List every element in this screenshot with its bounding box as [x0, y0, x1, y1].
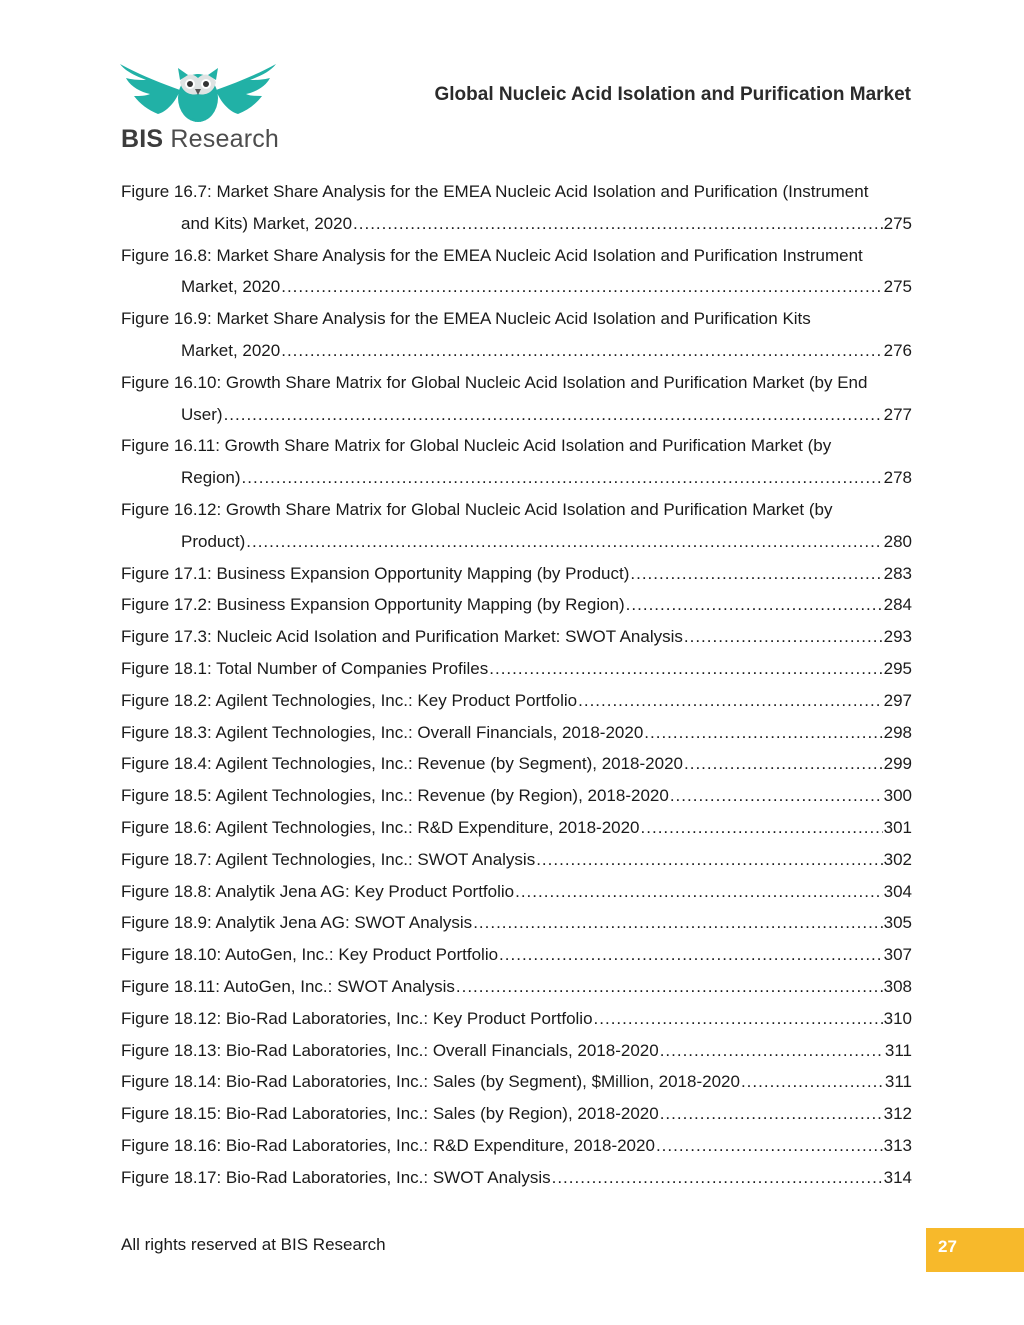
toc-entry-text: Figure 18.14: Bio-Rad Laboratories, Inc.: Sales (by Segment), $Million, 2018-2020 [121, 1072, 740, 1092]
toc-entry-title-line: Figure 16.7: Market Share Analysis for the EMEA Nucleic Acid Isolation and Purification (Instrument [121, 182, 869, 201]
toc-entry-leader-line [121, 462, 912, 494]
toc-page-number: 305 [883, 913, 912, 933]
toc-page-number: 284 [883, 595, 912, 615]
bis-research-logo [118, 60, 278, 156]
dot-leader [456, 971, 883, 1003]
toc-page-number: 283 [883, 563, 912, 583]
footer-rights: All rights reserved at BIS Research [121, 1235, 386, 1254]
toc-entry-leader-line [121, 717, 912, 749]
toc-entry[interactable] [121, 1003, 912, 1035]
toc-page-number: 312 [883, 1104, 912, 1124]
toc-entry-text: Figure 17.2: Business Expansion Opportunity Mapping (by Region) [121, 595, 625, 615]
toc-entry-leader-line [121, 526, 912, 558]
toc-entry[interactable] [121, 812, 912, 844]
toc-entry[interactable] [121, 717, 912, 749]
toc-entry-text: Figure 18.15: Bio-Rad Laboratories, Inc.: Sales (by Region), 2018-2020 [121, 1104, 659, 1124]
toc-entry-leader-line [121, 399, 912, 431]
toc-entry-text: and Kits) Market, 2020 [181, 213, 353, 233]
toc-entry[interactable] [121, 876, 912, 908]
toc-page-number: 278 [883, 468, 912, 488]
toc-entry-text: Figure 18.11: AutoGen, Inc.: SWOT Analysis [121, 976, 455, 996]
toc-entry-text: Figure 18.17: Bio-Rad Laboratories, Inc.: SWOT Analysis [121, 1167, 551, 1187]
logo-text-regular: Research [163, 125, 280, 153]
toc-page-number: 275 [883, 277, 912, 297]
dot-leader [660, 1098, 883, 1130]
toc-page-number: 311 [884, 1040, 912, 1060]
toc-page-number: 310 [883, 1008, 912, 1028]
toc-entry-text: Figure 18.8: Analytik Jena AG: Key Product Portfolio [121, 881, 515, 901]
toc-entry-text: Product) [181, 531, 246, 551]
dot-leader [281, 271, 882, 303]
dot-leader [594, 1003, 883, 1035]
toc-entry-leader-line [121, 1066, 912, 1098]
toc-entry-leader-line [121, 844, 912, 876]
toc-entry-title-line: Figure 16.12: Growth Share Matrix for Global Nucleic Acid Isolation and Purification Market (by [121, 499, 833, 519]
toc-entry[interactable] [121, 303, 912, 367]
toc-page-number: 313 [883, 1135, 912, 1155]
dot-leader [353, 208, 883, 240]
toc-entry-leader-line [121, 780, 912, 812]
toc-entry-text: Figure 18.12: Bio-Rad Laboratories, Inc.: Key Product Portfolio [121, 1008, 593, 1028]
toc-page-number: 308 [883, 976, 912, 996]
toc-page-number: 300 [883, 786, 912, 806]
toc-entry-leader-line [121, 748, 912, 780]
toc-entry-text: User) [181, 404, 223, 424]
dot-leader [552, 1162, 883, 1194]
logo-wordmark [121, 125, 279, 154]
dot-leader [684, 621, 883, 653]
toc-entry-leader-line [121, 907, 912, 939]
toc-entry-leader-line [121, 971, 912, 1003]
toc-entry[interactable] [121, 1162, 912, 1194]
toc-entry-text: Figure 18.4: Agilent Technologies, Inc.: Revenue (by Segment), 2018-2020 [121, 754, 683, 774]
dot-leader [224, 399, 883, 431]
toc-entry[interactable] [121, 939, 912, 971]
toc-entry-leader-line [121, 589, 912, 621]
dot-leader [741, 1066, 884, 1098]
toc-entry-text: Figure 18.5: Agilent Technologies, Inc.: Revenue (by Region), 2018-2020 [121, 786, 669, 806]
toc-entry[interactable] [121, 621, 912, 653]
toc-page-number: 311 [884, 1072, 912, 1092]
page-number: 27 [938, 1237, 957, 1256]
dot-leader [656, 1130, 883, 1162]
toc-page-number: 293 [883, 627, 912, 647]
toc-entry-text: Figure 18.10: AutoGen, Inc.: Key Product Portfolio [121, 945, 499, 965]
dot-leader [684, 748, 883, 780]
dot-leader [641, 812, 883, 844]
toc-page-number: 301 [883, 817, 912, 837]
dot-leader [644, 717, 882, 749]
toc-page-number: 275 [883, 213, 912, 233]
toc-page-number: 277 [883, 404, 912, 424]
toc-entry[interactable] [121, 176, 912, 240]
toc-page-number: 314 [883, 1167, 912, 1187]
toc-entry[interactable] [121, 558, 912, 590]
dot-leader [626, 589, 883, 621]
toc-entry[interactable] [121, 653, 912, 685]
dot-leader [630, 558, 882, 590]
toc-entry[interactable] [121, 844, 912, 876]
toc-entry-leader-line [121, 621, 912, 653]
toc-entry-text: Figure 17.1: Business Expansion Opportunity Mapping (by Product) [121, 563, 630, 583]
toc-entry-leader-line [121, 558, 912, 590]
toc-entry-leader-line [121, 939, 912, 971]
toc-entry-title-line: Figure 16.11: Growth Share Matrix for Global Nucleic Acid Isolation and Purification Market (by [121, 436, 832, 456]
toc-page-number: 304 [883, 881, 912, 901]
toc-entry-leader-line [121, 1003, 912, 1035]
toc-entry-title-line: Figure 16.8: Market Share Analysis for the EMEA Nucleic Acid Isolation and Purification Instrument [121, 245, 863, 265]
toc-entry-leader-line [121, 1035, 912, 1067]
toc-entry[interactable] [121, 589, 912, 621]
report-title: Global Nucleic Acid Isolation and Purification Market [434, 84, 911, 105]
toc-entry[interactable] [121, 748, 912, 780]
toc-entry-text: Market, 2020 [181, 277, 281, 297]
toc-page-number: 307 [883, 945, 912, 965]
toc-entry-leader-line [121, 653, 912, 685]
toc-page-number: 295 [883, 658, 912, 678]
toc-entry-leader-line [121, 271, 912, 303]
toc-entry-leader-line [121, 812, 912, 844]
logo-text-bold: BIS [121, 125, 164, 153]
dot-leader [242, 462, 883, 494]
toc-entry-text: Figure 18.3: Agilent Technologies, Inc.: Overall Financials, 2018-2020 [121, 722, 644, 742]
dot-leader [489, 653, 882, 685]
dot-leader [281, 335, 882, 367]
toc-entry[interactable] [121, 240, 912, 304]
toc-entry-text: Figure 18.16: Bio-Rad Laboratories, Inc.: R&D Expenditure, 2018-2020 [121, 1135, 655, 1155]
toc-entry-leader-line [121, 685, 912, 717]
toc-entry-text: Figure 18.9: Analytik Jena AG: SWOT Analysis [121, 913, 473, 933]
toc-entry[interactable] [121, 780, 912, 812]
toc-entry[interactable] [121, 1066, 912, 1098]
toc-entry-leader-line [121, 1130, 912, 1162]
table-of-figures [121, 176, 912, 1194]
toc-entry-title-line: Figure 16.10: Growth Share Matrix for Global Nucleic Acid Isolation and Purification Market (by End [121, 372, 868, 392]
dot-leader [578, 685, 883, 717]
toc-entry[interactable] [121, 1098, 912, 1130]
toc-entry-leader-line [121, 1162, 912, 1194]
toc-page-number: 299 [883, 754, 912, 774]
toc-entry[interactable] [121, 907, 912, 939]
toc-entry[interactable] [121, 494, 912, 558]
toc-entry-leader-line [121, 1098, 912, 1130]
toc-entry-text: Figure 18.6: Agilent Technologies, Inc.: R&D Expenditure, 2018-2020 [121, 817, 640, 837]
toc-page-number: 297 [883, 690, 912, 710]
toc-entry-text: Market, 2020 [181, 340, 281, 360]
toc-page-number: 298 [883, 722, 912, 742]
toc-entry-text: Figure 18.2: Agilent Technologies, Inc.: Key Product Portfolio [121, 690, 578, 710]
page-number-badge [926, 1228, 1024, 1272]
dot-leader [670, 780, 883, 812]
toc-entry-text: Figure 17.3: Nucleic Acid Isolation and Purification Market: SWOT Analysis [121, 627, 683, 647]
toc-entry-leader-line [121, 208, 912, 240]
toc-page-number: 276 [883, 340, 912, 360]
toc-entry-text: Figure 18.7: Agilent Technologies, Inc.: SWOT Analysis [121, 849, 536, 869]
toc-entry-text: Figure 18.13: Bio-Rad Laboratories, Inc.: Overall Financials, 2018-2020 [121, 1040, 659, 1060]
toc-entry[interactable] [121, 1035, 912, 1067]
dot-leader [515, 876, 883, 908]
toc-page-number: 280 [883, 531, 912, 551]
toc-entry[interactable] [121, 1130, 912, 1162]
toc-entry-text: Figure 18.1: Total Number of Companies Profiles [121, 658, 489, 678]
toc-entry[interactable] [121, 685, 912, 717]
toc-entry-text: Region) [181, 468, 241, 488]
toc-entry[interactable] [121, 430, 912, 494]
toc-entry-leader-line [121, 335, 912, 367]
toc-page-number: 302 [883, 849, 912, 869]
toc-entry-leader-line [121, 876, 912, 908]
dot-leader [499, 939, 883, 971]
dot-leader [536, 844, 882, 876]
owl-logo-icon [118, 60, 278, 124]
toc-entry[interactable] [121, 367, 912, 431]
dot-leader [246, 526, 882, 558]
toc-entry[interactable] [121, 971, 912, 1003]
toc-entry-title-line: Figure 16.9: Market Share Analysis for the EMEA Nucleic Acid Isolation and Purification Kits [121, 309, 811, 329]
dot-leader [660, 1035, 884, 1067]
dot-leader [473, 907, 882, 939]
